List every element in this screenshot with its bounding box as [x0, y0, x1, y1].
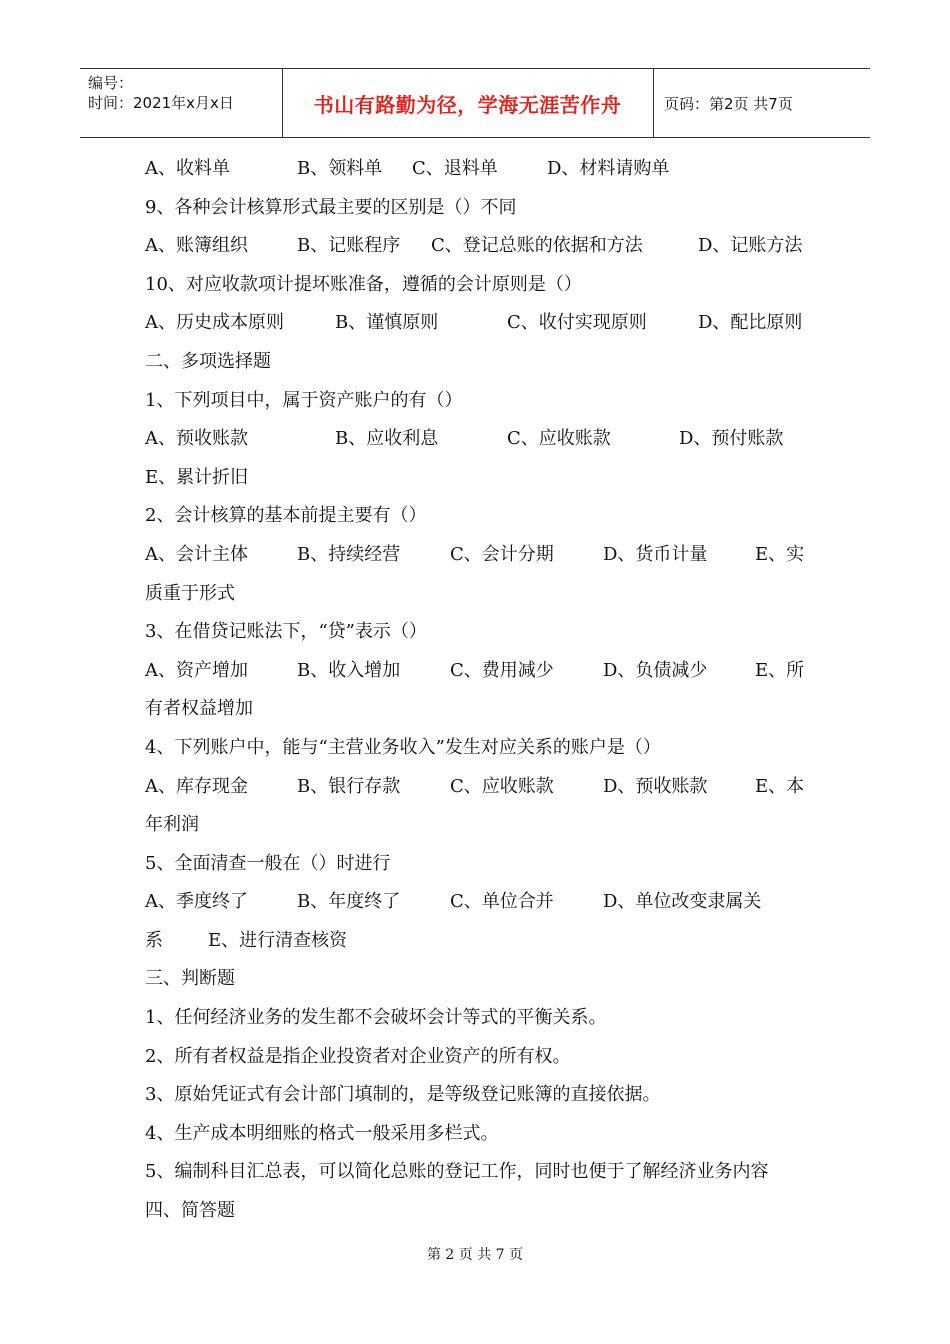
- text-segment: D、记账方法: [698, 235, 803, 257]
- text-segment: B、持续经营: [297, 543, 401, 565]
- document-body: [145, 150, 825, 1231]
- text-line: [145, 1153, 825, 1192]
- text-segment: B、收入增加: [297, 659, 401, 681]
- text-segment: B、谨慎原则: [335, 312, 439, 334]
- page-header: [80, 68, 870, 138]
- text-segment: A、资产增加: [145, 659, 248, 681]
- text-line: [145, 806, 825, 845]
- text-segment: C、应收账款: [507, 428, 611, 450]
- text-line: [145, 459, 825, 498]
- text-segment: C、单位合并: [450, 891, 554, 913]
- text-segment: D、配比原则: [698, 312, 803, 334]
- text-segment: 质重于形式: [145, 582, 235, 604]
- text-line: [145, 922, 825, 961]
- text-line: [145, 1038, 825, 1077]
- text-segment: B、记账程序: [297, 235, 401, 257]
- text-segment: D、预付账款: [679, 428, 784, 450]
- text-line: [145, 845, 825, 884]
- text-segment: 三、判断题: [145, 968, 235, 990]
- text-segment: 5、全面清查一般在（）时进行: [145, 852, 391, 874]
- text-segment: C、会计分期: [450, 543, 554, 565]
- text-line: [145, 227, 825, 266]
- text-line: [145, 1115, 825, 1154]
- text-segment: C、费用减少: [450, 659, 554, 681]
- text-segment: E、进行清查核资: [208, 929, 348, 951]
- text-segment: A、会计主体: [145, 543, 248, 565]
- text-line: [145, 497, 825, 536]
- text-line: [145, 960, 825, 999]
- text-segment: D、负债减少: [603, 659, 708, 681]
- header-motto: 书山有路勤为径，学海无涯苦作舟: [313, 92, 622, 117]
- text-line: [145, 1192, 825, 1231]
- text-line: [145, 150, 825, 189]
- text-segment: 四、简答题: [145, 1200, 235, 1222]
- text-segment: A、库存现金: [145, 775, 248, 797]
- text-segment: 5、编制科目汇总表，可以简化总账的登记工作，同时也便于了解经济业务内容: [145, 1161, 769, 1183]
- text-segment: 3、在借贷记账法下，“贷”表示（）: [145, 621, 427, 643]
- text-segment: 2、会计核算的基本前提主要有（）: [145, 505, 427, 527]
- text-segment: B、银行存款: [297, 775, 401, 797]
- text-line: [145, 768, 825, 807]
- text-segment: 10、对应收款项计提坏账准备，遵循的会计原则是（）: [145, 273, 582, 295]
- text-line: [145, 690, 825, 729]
- text-segment: A、历史成本原则: [145, 312, 284, 334]
- text-segment: C、退料单: [412, 158, 498, 179]
- text-segment: A、季度终了: [145, 891, 248, 913]
- text-segment: D、单位改变隶属关: [603, 891, 762, 913]
- text-segment: 4、生产成本明细账的格式一般采用多栏式。: [145, 1122, 499, 1144]
- text-line: [145, 382, 825, 421]
- text-line: [145, 652, 825, 691]
- header-divider: [653, 69, 654, 137]
- text-segment: 4、下列账户中，能与“主营业务收入”发生对应关系的账户是（）: [145, 736, 661, 758]
- text-segment: 有者权益增加: [145, 698, 253, 720]
- text-segment: A、收料单: [145, 158, 230, 179]
- text-segment: 1、任何经济业务的发生都不会破坏会计等式的平衡关系。: [145, 1007, 607, 1029]
- text-segment: A、账簿组织: [145, 235, 248, 257]
- text-segment: 2、所有者权益是指企业投资者对企业资产的所有权。: [145, 1045, 571, 1067]
- text-segment: 9、各种会计核算形式最主要的区别是（）不同: [145, 196, 517, 218]
- text-segment: C、登记总账的依据和方法: [431, 235, 643, 257]
- text-line: [145, 420, 825, 459]
- text-segment: D、材料请购单: [547, 158, 670, 179]
- text-segment: 3、原始凭证式有会计部门填制的，是等级登记账簿的直接依据。: [145, 1084, 661, 1106]
- text-segment: 1、下列项目中，属于资产账户的有（）: [145, 389, 463, 411]
- text-segment: 系: [145, 929, 163, 951]
- text-segment: C、收付实现原则: [507, 312, 647, 334]
- text-segment: E、累计折旧: [145, 466, 249, 488]
- text-segment: A、预收账款: [145, 428, 248, 450]
- text-segment: D、预收账款: [603, 775, 708, 797]
- text-segment: E、所: [755, 659, 805, 681]
- document-time-label: 时间：2021年x月x日: [88, 94, 234, 112]
- text-line: [145, 613, 825, 652]
- text-segment: B、应收利息: [335, 428, 439, 450]
- text-segment: B、领料单: [297, 158, 383, 179]
- text-line: [145, 189, 825, 228]
- text-line: [145, 1076, 825, 1115]
- document-number-label: 编号：: [88, 74, 134, 92]
- text-segment: 年利润: [145, 814, 199, 836]
- text-segment: C、应收账款: [450, 775, 554, 797]
- text-line: [145, 575, 825, 614]
- text-line: [145, 536, 825, 575]
- text-segment: B、年度终了: [297, 891, 401, 913]
- text-line: [145, 729, 825, 768]
- text-segment: E、本: [755, 775, 805, 797]
- text-line: [145, 883, 825, 922]
- page-footer: 第 2 页 共 7 页: [426, 1247, 524, 1263]
- text-segment: 二、多项选择题: [145, 350, 271, 372]
- text-line: [145, 266, 825, 305]
- text-line: [145, 343, 825, 382]
- text-line: [145, 999, 825, 1038]
- text-segment: E、实: [755, 543, 805, 565]
- text-segment: D、货币计量: [603, 543, 708, 565]
- header-meta: [88, 73, 234, 113]
- text-line: [145, 304, 825, 343]
- header-page-info: 页码：第2页 共7页: [664, 94, 793, 113]
